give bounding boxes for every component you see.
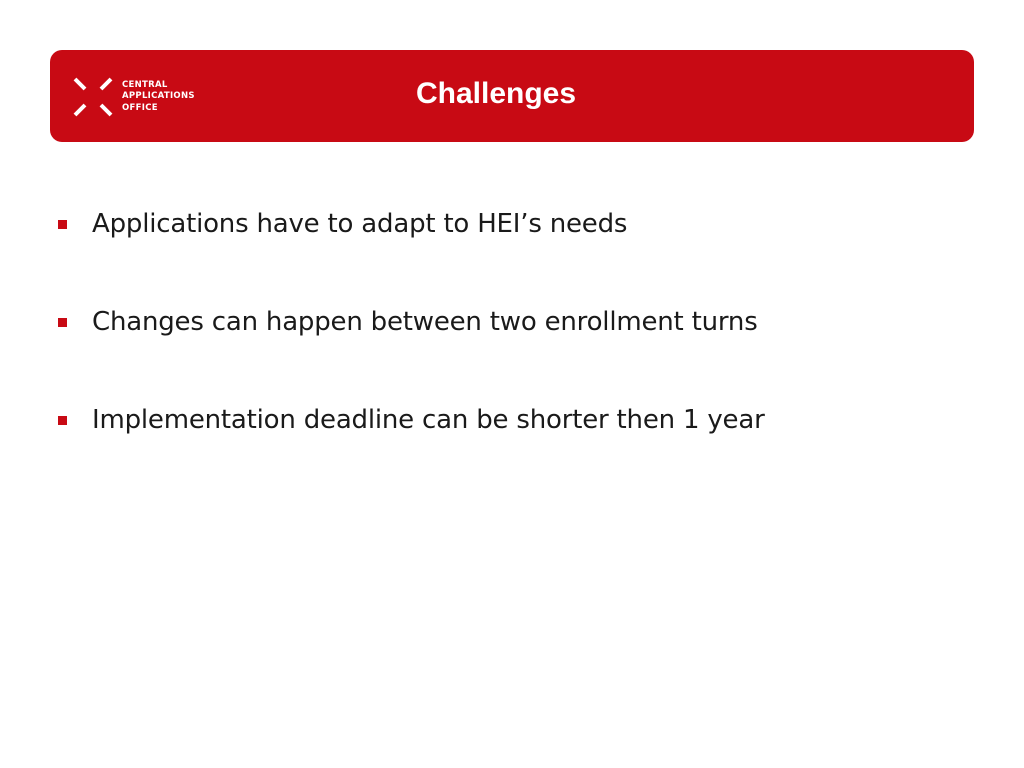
bullet-text: Applications have to adapt to HEI’s needs [92, 209, 628, 239]
logo-line-central: CENTRAL [122, 79, 168, 90]
square-bullet-icon [58, 416, 67, 425]
square-bullet-icon [58, 220, 67, 229]
slide-title: Challenges [415, 77, 577, 110]
logo-line-applications: APPLICATIONS [122, 91, 195, 102]
header-bar [50, 50, 974, 142]
bullet-text: Implementation deadline can be shorter then 1 year [92, 405, 765, 435]
bullet-item [56, 396, 976, 444]
bullet-item [56, 298, 976, 346]
bullet-list [56, 200, 976, 494]
bullet-text: Changes can happen between two enrollment turns [92, 307, 758, 337]
square-bullet-icon [58, 318, 67, 327]
bullet-item [56, 200, 976, 248]
logo-line-office: OFFICE [122, 102, 158, 113]
